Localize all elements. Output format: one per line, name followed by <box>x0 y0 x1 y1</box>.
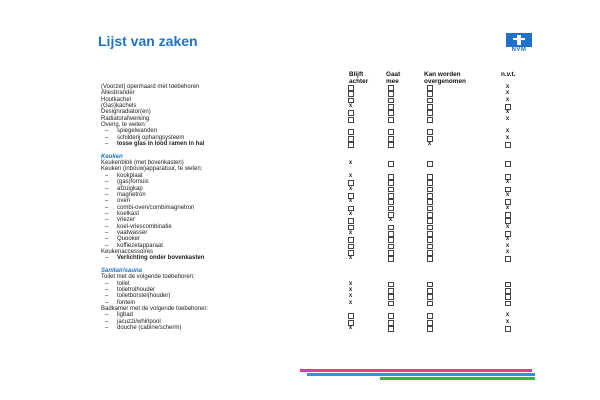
bullet-dash: – <box>105 293 109 300</box>
item-label: Keukenaccessoires <box>101 248 154 255</box>
col-header-gaat-mee <box>386 71 400 85</box>
checked-mark[interactable]: x <box>505 90 510 97</box>
col-header-line: Blijft <box>349 71 364 78</box>
item-label: koel-vriescombinatie <box>117 223 172 230</box>
col-header-line: Kan worden <box>424 71 461 78</box>
item-label: Overig, te weten: <box>101 122 147 129</box>
checked-mark[interactable]: x <box>505 109 510 116</box>
checked-mark[interactable]: x <box>505 204 510 211</box>
item-label: toilet <box>117 280 130 287</box>
bullet-dash: – <box>105 141 109 148</box>
house-logo-icon <box>506 33 532 47</box>
bullet-dash: – <box>105 255 109 262</box>
item-label: combi-oven/combimagnetron <box>117 204 195 211</box>
checked-mark[interactable]: x <box>348 103 353 110</box>
item-label: Quooker <box>117 236 141 243</box>
item-label: vriezer <box>117 217 136 224</box>
item-label: Allesbrander <box>101 90 135 97</box>
stripe-pink <box>300 369 532 372</box>
checked-mark[interactable]: x <box>348 172 353 179</box>
checked-mark[interactable]: x <box>505 248 510 255</box>
item-label: Keukenblok (met bovenkasten) <box>101 160 184 167</box>
stripe-green <box>380 377 535 380</box>
col-header-blijft-achter <box>349 71 368 85</box>
item-label: koffiezetapparaat <box>117 242 163 249</box>
checked-mark[interactable]: x <box>505 179 510 186</box>
checklist-row <box>101 325 521 331</box>
col-header-line: Gaat <box>386 71 401 78</box>
checked-mark[interactable]: x <box>348 198 353 205</box>
checked-mark[interactable]: x <box>505 318 510 325</box>
bullet-dash: – <box>105 229 109 236</box>
section-label: Sanitair/sauna <box>101 267 143 274</box>
checked-mark[interactable]: x <box>505 242 510 249</box>
item-label: oven <box>117 198 131 205</box>
checked-mark[interactable]: x <box>348 255 353 262</box>
checked-mark[interactable]: x <box>348 210 353 217</box>
bullet-dash: – <box>105 198 109 205</box>
checked-mark[interactable]: x <box>505 134 510 141</box>
checklist-table <box>101 84 521 331</box>
item-label: (Voorzet) openhaard met toebehoren <box>101 84 200 90</box>
section-label: Keuken <box>101 153 123 160</box>
checked-mark[interactable]: x <box>505 236 510 243</box>
checked-mark[interactable]: x <box>505 128 510 135</box>
item-label: Toilet met de volgende toebehoren: <box>101 274 195 281</box>
item-label: magnetron <box>117 191 146 198</box>
item-label: afzuigkap <box>117 185 143 192</box>
checked-mark[interactable]: x <box>505 191 510 198</box>
stripe-blue <box>307 373 535 376</box>
checked-mark[interactable]: x <box>348 293 353 300</box>
item-label: ligbad <box>117 312 134 319</box>
item-label: jacuzzi/whirlpool <box>117 318 161 325</box>
bullet-dash: – <box>105 210 109 217</box>
item-label: vaatwasser <box>117 229 148 236</box>
page-title: Lijst van zaken <box>98 33 198 49</box>
checked-mark[interactable]: x <box>348 185 353 192</box>
checked-mark[interactable]: x <box>348 280 353 287</box>
bullet-dash: – <box>105 134 109 141</box>
col-header-line: achter <box>349 78 369 85</box>
item-label: schilderij ophangsysteem <box>117 134 185 141</box>
bullet-dash: – <box>105 185 109 192</box>
bullet-dash: – <box>105 312 109 319</box>
checked-mark[interactable]: x <box>505 84 510 90</box>
checked-mark[interactable]: x <box>505 223 510 230</box>
bullet-dash: – <box>105 179 109 186</box>
item-label: fontein <box>117 299 136 306</box>
col-header-overgenomen <box>424 71 466 85</box>
empty-checkbox[interactable] <box>388 326 394 332</box>
col-header-line: n.v.t. <box>501 71 516 78</box>
checked-mark[interactable]: x <box>348 160 353 167</box>
nvm-logo <box>506 33 532 53</box>
bullet-dash: – <box>105 242 109 249</box>
col-header-line: mee <box>386 78 399 85</box>
item-label: spiegelwanden <box>117 128 158 135</box>
bullet-dash: – <box>105 223 109 230</box>
checked-mark[interactable]: x <box>505 312 510 319</box>
bullet-dash: – <box>105 204 109 211</box>
bullet-dash: – <box>105 128 109 135</box>
checked-mark[interactable]: x <box>348 229 353 236</box>
checked-mark[interactable]: x <box>427 141 432 148</box>
item-label: toiletborstel(houder) <box>117 293 171 300</box>
checked-mark[interactable]: x <box>505 96 510 103</box>
item-label: (gas)fornuis <box>117 179 149 186</box>
col-header-line: overgenomen <box>424 78 466 85</box>
item-label: koelkast <box>117 210 140 217</box>
bullet-dash: – <box>105 287 109 293</box>
empty-checkbox[interactable] <box>505 326 511 332</box>
logo-text: NVM <box>511 47 527 53</box>
item-label: losse glas in lood ramen in hal <box>117 141 205 148</box>
checked-mark[interactable]: x <box>388 217 393 224</box>
item-label: Badkamer met de volgende toebehoren: <box>101 306 209 313</box>
checked-mark[interactable]: x <box>348 299 353 306</box>
item-label: Verlichting onder bovenkasten <box>117 255 205 262</box>
bullet-dash: – <box>105 325 109 332</box>
item-label: Radiatorafwerking <box>101 115 150 122</box>
checked-mark[interactable]: x <box>505 115 510 122</box>
checked-mark[interactable]: x <box>348 325 353 332</box>
bullet-dash: – <box>105 236 109 243</box>
item-label: kookplaat <box>117 172 143 179</box>
item-label: Keuken (inbouw)apparatuur, te weten: <box>101 166 203 173</box>
bullet-dash: – <box>105 172 109 179</box>
bullet-dash: – <box>105 191 109 198</box>
bullet-dash: – <box>105 217 109 224</box>
item-label: toiletrolhouder <box>117 287 156 293</box>
item-label: Houtkachel <box>101 96 132 103</box>
item-label: douche (cabine/scherm) <box>117 325 182 332</box>
bullet-dash: – <box>105 318 109 325</box>
bullet-dash: – <box>105 280 109 287</box>
checked-mark[interactable]: x <box>348 287 353 293</box>
empty-checkbox[interactable] <box>427 326 433 332</box>
col-header-nvt <box>501 71 515 78</box>
bullet-dash: – <box>105 299 109 306</box>
item-label: Designradiator(en) <box>101 109 151 116</box>
item-label: (Gas)kachels <box>101 103 137 110</box>
